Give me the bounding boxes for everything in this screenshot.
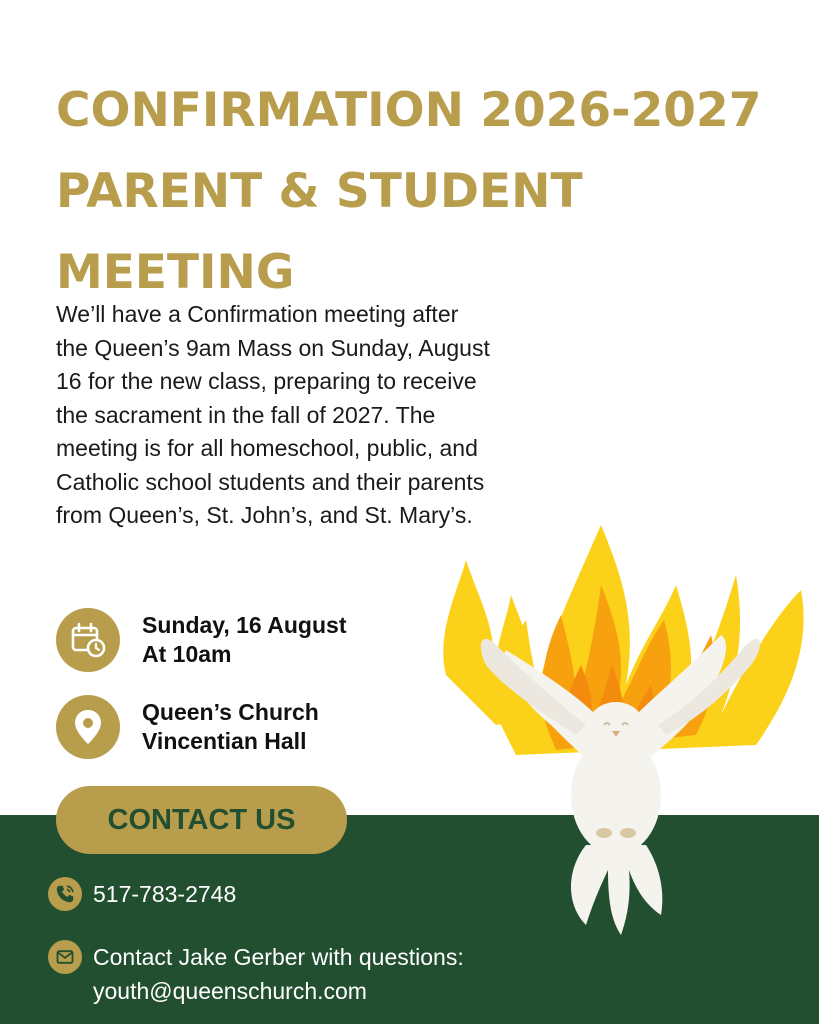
phone-number[interactable]: 517-783-2748	[93, 881, 237, 907]
event-time: At 10am	[142, 641, 232, 667]
page-title	[56, 70, 796, 313]
title-line-1: CONFIRMATION 2026-2027	[56, 83, 762, 138]
event-date: Sunday, 16 August	[142, 612, 347, 638]
event-date-text	[142, 611, 346, 669]
event-location-row	[56, 695, 319, 759]
location-name: Queen’s Church	[142, 699, 319, 725]
email-prompt: Contact Jake Gerber with questions:	[93, 944, 464, 970]
map-pin-icon	[56, 695, 120, 759]
email-row	[48, 940, 464, 1008]
mail-icon	[48, 940, 82, 974]
phone-lines	[93, 877, 236, 911]
holy-spirit-dove-flames-illustration	[436, 525, 819, 945]
email-lines	[93, 940, 464, 1008]
email-address[interactable]: youth@queenschurch.com	[93, 978, 367, 1004]
calendar-clock-icon	[56, 608, 120, 672]
event-location-text	[142, 698, 319, 756]
title-line-2: PARENT & STUDENT	[56, 164, 583, 219]
event-description: We’ll have a Confirmation meeting after the Queen’s 9am Mass on Sunday, August 16 for the new class, preparing to receive the sacrament in the fall of 2027. The meeting is for all homeschool, public, and Catholic school students and their parents from Queen’s, St. John’s, and St. Mary’s.	[56, 301, 490, 528]
contact-us-button[interactable]: CONTACT US	[56, 786, 347, 854]
title-line-3: MEETING	[56, 245, 295, 300]
phone-icon	[48, 877, 82, 911]
phone-row	[48, 877, 236, 911]
location-room: Vincentian Hall	[142, 728, 307, 754]
event-date-row	[56, 608, 346, 672]
